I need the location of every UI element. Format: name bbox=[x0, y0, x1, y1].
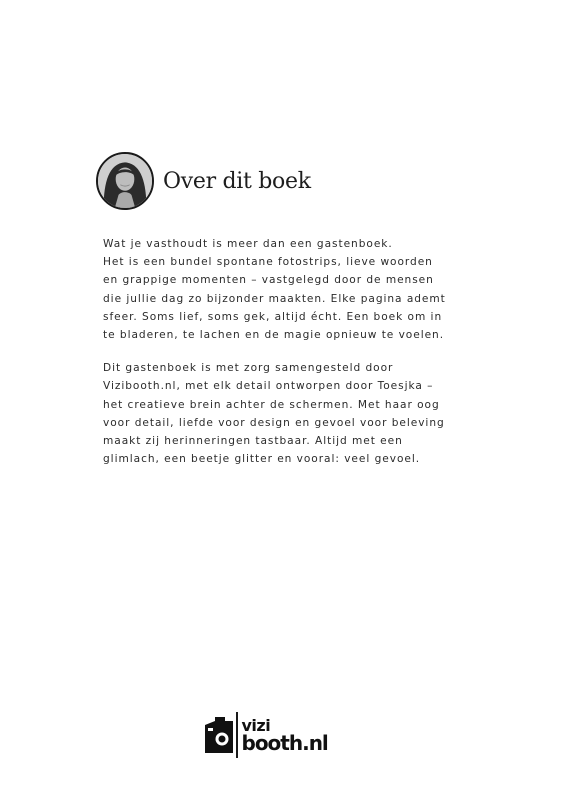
avatar bbox=[96, 152, 154, 210]
page-title: Over dit boek bbox=[163, 168, 311, 194]
camera-icon bbox=[205, 715, 233, 755]
logo-divider bbox=[236, 712, 238, 758]
portrait-photo-icon bbox=[98, 154, 152, 208]
text-line: Wat je vasthoudt is meer dan een gastenboek. bbox=[103, 238, 393, 250]
body-text bbox=[103, 235, 483, 483]
text-line: sfeer. Soms lief, soms gek, altijd écht. Een boek om in bbox=[103, 310, 443, 323]
text-line: Dit gastenboek is met zorg samengesteld door bbox=[103, 362, 394, 375]
text-line: te bladeren, te lachen en de magie opnieuw te voelen. bbox=[103, 329, 445, 342]
text-line: Het is een bundel spontane fotostrips, lieve woorden bbox=[103, 256, 433, 269]
paragraph-intro bbox=[103, 235, 483, 344]
text-line: die jullie dag zo bijzonder maakten. Elke pagina ademt bbox=[103, 292, 446, 305]
logo-text-bottom: booth.nl bbox=[241, 730, 328, 755]
page-header bbox=[96, 152, 311, 210]
text-line: en grappige momenten – vastgelegd door de mensen bbox=[103, 274, 434, 287]
text-line: voor detail, liefde voor design en gevoel voor beleving bbox=[103, 416, 445, 429]
logo-text-top: vizi bbox=[241, 715, 271, 735]
text-line: maakt zij herinneringen tastbaar. Altijd met een bbox=[103, 435, 403, 448]
logo-wordmark bbox=[241, 715, 328, 755]
vizibooth-logo bbox=[205, 712, 328, 758]
paragraph-credits bbox=[103, 359, 483, 468]
text-line: glimlach, een beetje glitter en vooral: veel gevoel. bbox=[103, 453, 421, 466]
text-line: Vizibooth.nl, met elk detail ontworpen door Toesjka – bbox=[103, 380, 434, 393]
text-line: het creatieve brein achter de schermen. Met haar oog bbox=[103, 398, 440, 411]
